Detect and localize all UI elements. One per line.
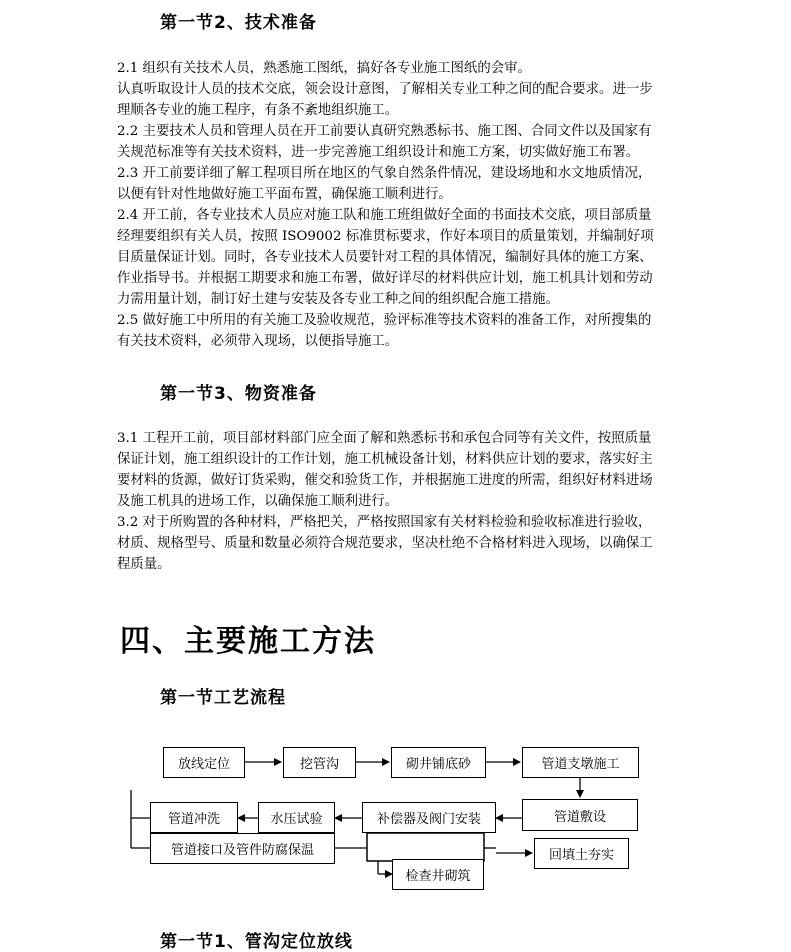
flow-box-pipe-support: 管道支墩施工 [522,747,639,778]
text-line: 2.5 做好施工中所用的有关施工及验收规范，验评标准等技术资料的准备工作，对所搜集的 [117,313,652,328]
text-line: 经理要组织有关人员，按照 ISO9002 标准贯标要求，作好本项目的质量策划，并编制好项 [117,229,654,244]
text-line: 保证计划，施工组织设计的工作计划，施工机械设备计划，材料供应计划的要求，落实好主 [117,452,653,467]
section-heading-material: 第一节3、物资准备 [160,384,317,404]
text-line: 2.4 开工前，各专业技术人员应对施工队和施工班组做好全面的书面技术交底，项目部质量 [117,208,652,223]
flow-box-setout: 放线定位 [163,747,245,778]
text-line: 作业指导书。并根据工期要求和施工布署，做好详尽的材料供应计划，施工机具计划和劳动 [117,271,653,286]
text-line: 2.2 主要技术人员和管理人员在开工前要认真研究熟悉标书、施工图、合同文件以及国家有 [117,124,652,139]
text-line: 力需用量计划，制订好土建与安装及各专业工种之间的组织配合施工措施。 [117,292,559,307]
text-line: 以便有针对性地做好施工平面布置，确保施工顺利进行。 [117,187,452,202]
text-line: 有关技术资料，必须带入现场，以便指导施工。 [117,334,399,349]
flow-box-pressure-test: 水压试验 [258,802,335,833]
flow-box-pipe-laying: 管道敷设 [522,799,638,831]
text-line: 程质量。 [117,557,171,572]
section-heading-next: 第一节1、管沟定位放线 [160,932,353,952]
text-line: 目质量保证计划。同时，各专业技术人员要针对工程的具体情况，编制好具体的施工方案、 [117,250,653,265]
section-heading-tech: 第一节2、技术准备 [160,13,317,33]
flow-box-flushing: 管道冲洗 [150,802,238,833]
text-line: 理顺各专业的施工程序，有条不紊地组织施工。 [117,103,399,118]
text-line: 2.3 开工前要详细了解工程项目所在地区的气象自然条件情况，建设场地和水文地质情况， [117,166,652,181]
text-line: 3.2 对于所购置的各种材料，严格把关，严格按照国家有关材料检验和验收标准进行验收， [117,515,652,530]
section-heading-flow: 第一节工艺流程 [160,688,286,708]
flow-box-trench: 挖管沟 [283,747,356,778]
flow-box-compensator-valve: 补偿器及阀门安装 [362,802,496,833]
text-line: 及施工机具的进场工作，以确保施工顺利进行。 [117,494,399,509]
flow-box-well-sand: 砌井铺底砂 [391,747,486,778]
text-line: 关规范标准等有关技术资料，进一步完善施工组织设计和施工方案，切实做好施工布署。 [117,145,640,160]
flow-box-backfill: 回填土夯实 [534,838,629,869]
flow-box-joint-anticorrosion: 管道接口及管件防腐保温 [150,833,335,864]
flow-box-inspection-well: 检查井砌筑 [392,859,484,890]
text-line: 2.1 组织有关技术人员，熟悉施工图纸，搞好各专业施工图纸的会审。 [117,61,531,76]
text-line: 3.1 工程开工前，项目部材料部门应全面了解和熟悉标书和承包合同等有关文件，按照质量 [117,431,652,446]
text-line: 要材料的货源，做好订货采购，催交和验货工作，并根据施工进度的所需，组织好材料进场 [117,473,653,488]
chapter-title: 四、主要施工方法 [120,624,376,659]
text-line: 认真听取设计人员的技术交底，领会设计意图，了解相关专业工种之间的配合要求。进一步 [117,82,653,97]
text-line: 材质、规格型号、质量和数量必须符合规范要求，坚决杜绝不合格材料进入现场，以确保工 [117,536,653,551]
